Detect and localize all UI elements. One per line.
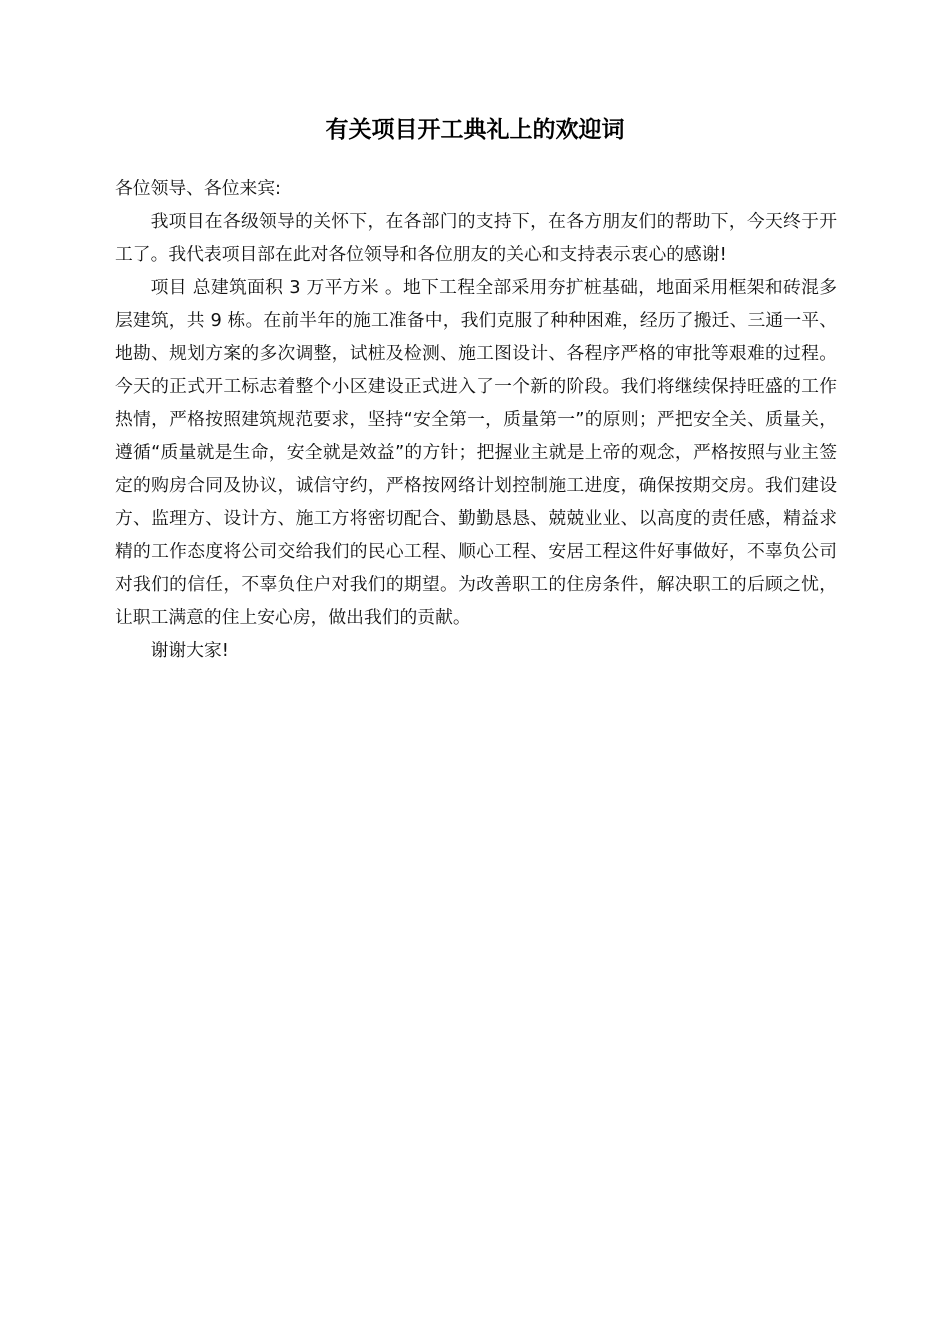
page-title: 有关项目开工典礼上的欢迎词 [325, 117, 625, 143]
document-body [115, 172, 837, 667]
closing-thanks: 谢谢大家! [150, 640, 229, 661]
salutation: 各位领导、各位来宾: [115, 178, 282, 199]
paragraph-gratitude: 我项目在各级领导的关怀下，在各部门的支持下，在各方朋友们的帮助下，今天终于开工了。我代表项目部在此对各位领导和各位朋友的关心和支持表示衷心的感谢! [115, 211, 837, 265]
paragraph-project-overview: 项目 总建筑面积 3 万平方米 。地下工程全部采用夯扩桩基础，地面采用框架和砖混多层建筑，共 9 栋。在前半年的施工准备中，我们克服了种种困难，经历了搬迁、三通一平、地勘、规划方案的多次调整，试桩及检测、施工图设计、各程序严格的审批等艰难的过程。今天的正式开工标志着整个小区建设正式进入了一个新的阶段。我们将继续保持旺盛的工作热情，严格按照建筑规范要求，坚持“安全第一，质量第一”的原则；严把安全关、质量关，遵循“质量就是生命，安全就是效益”的方针；把握业主就是上帝的观念，严格按照与业主签定的购房合同及协议，诚信守约，严格按网络计划控制施工进度，确保按期交房。我们建设方、监理方、设计方、施工方将密切配合、勤勤恳恳、兢兢业业、以高度的责任感，精益求精的工作态度将公司交给我们的民心工程、顺心工程、安居工程这件好事做好，不辜负公司对我们的信任，不辜负住户对我们的期望。为改善职工的住房条件，解决职工的后顾之忧，让职工满意的住上安心房，做出我们的贡献。 [115, 277, 837, 628]
